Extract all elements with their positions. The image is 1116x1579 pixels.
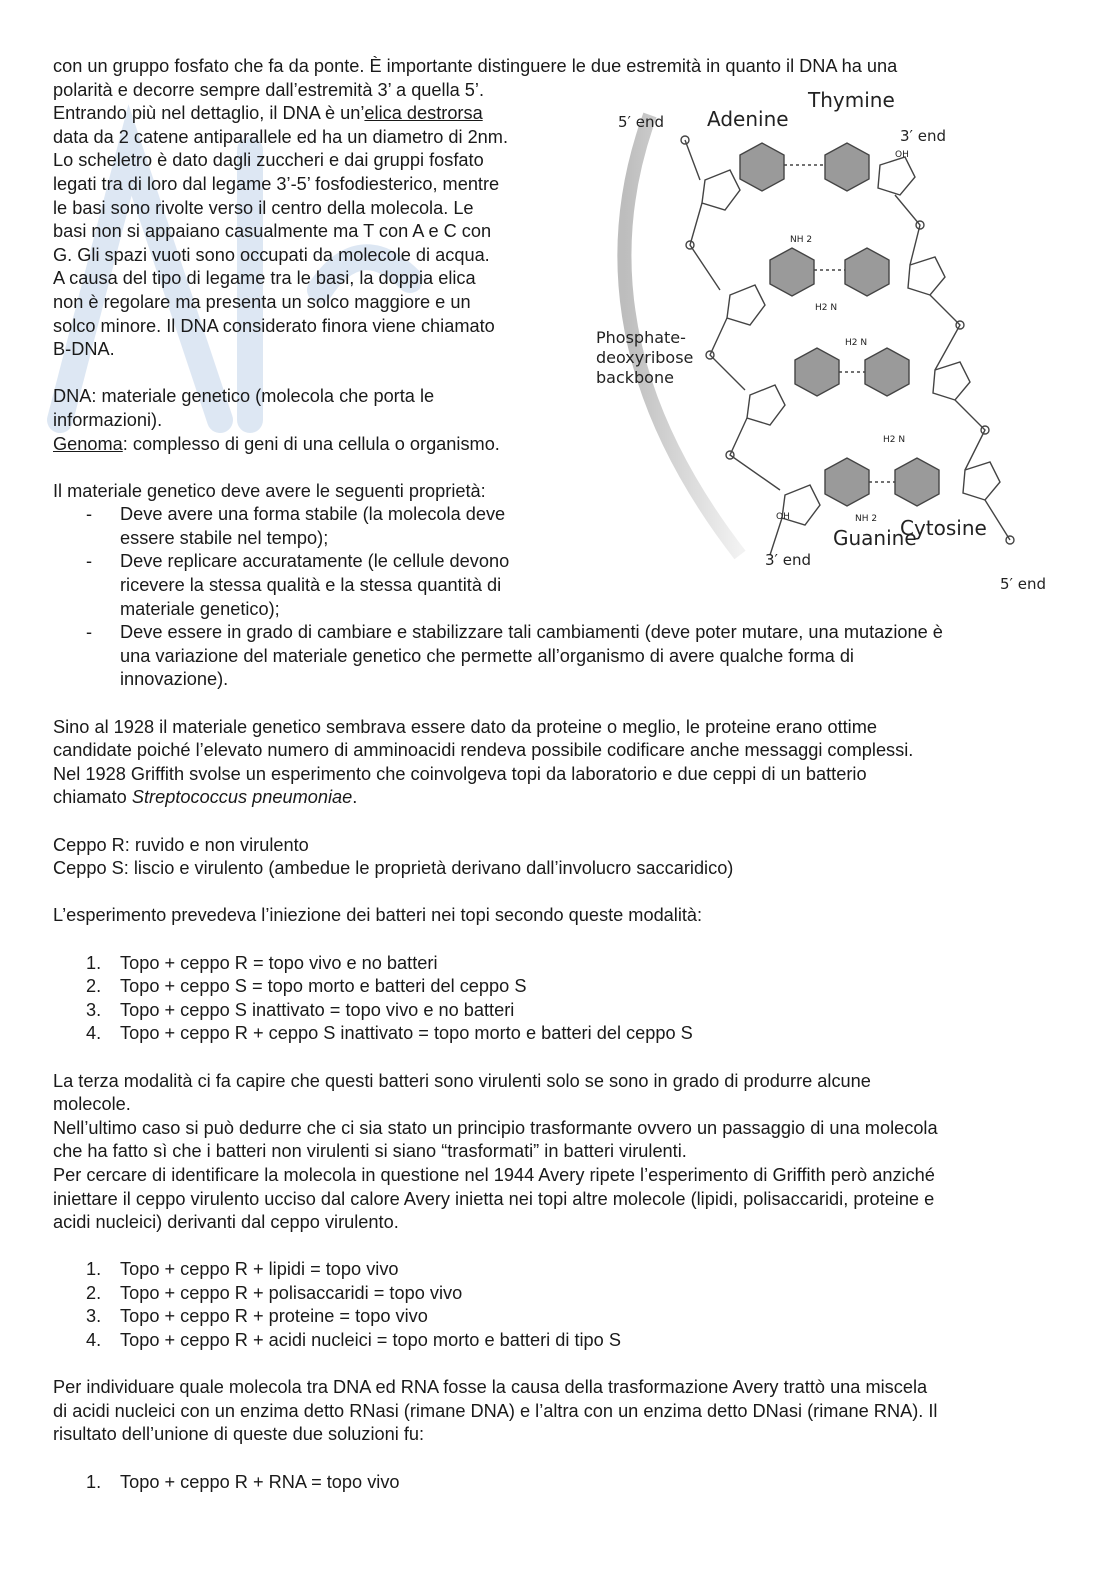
list-item: 1. Topo + ceppo R + RNA = topo vivo bbox=[86, 1471, 400, 1492]
analysis-line: iniettare il ceppo virulento ucciso dal calore Avery inietta nei topi altre molecole (lipidi, polisaccaridi, proteine e bbox=[53, 1188, 935, 1209]
label-5-end-top: 5′ end bbox=[618, 113, 664, 131]
detail-line: A causa del tipo di legame tra le basi, la doppia elica bbox=[53, 268, 476, 289]
label-nh2: NH 2 bbox=[855, 514, 878, 524]
properties-list bbox=[53, 503, 573, 621]
definition-genoma: Genoma: complesso di geni di una cellula o organismo. bbox=[53, 433, 500, 454]
label-h2n: H2 N bbox=[815, 303, 838, 313]
label-cytosine: Cytosine bbox=[900, 516, 987, 540]
list-item: 4. Topo + ceppo R + ceppo S inattivato = topo morto e batteri del ceppo S bbox=[86, 1023, 693, 1044]
sugar-ring bbox=[908, 257, 945, 295]
history-line: candidate poiché l’elevato numero di amminoacidi rendeva possibile codificare anche messaggi complessi. bbox=[53, 740, 914, 761]
label-backbone: Phosphate- bbox=[596, 328, 686, 347]
sugar-ring bbox=[747, 385, 785, 425]
history-line: chiamato Streptococcus pneumoniae. bbox=[53, 787, 358, 808]
dna-structure-diagram bbox=[590, 85, 1060, 605]
list-item: - Deve avere una forma stabile (la molecola deve essere stabile nel tempo); bbox=[53, 503, 573, 550]
label-oh-top: OH bbox=[895, 150, 909, 160]
label-h2n: H2 N bbox=[845, 338, 868, 348]
label-3-end-bottom: 3′ end bbox=[765, 551, 811, 569]
list-item: 1. Topo + ceppo R + lipidi = topo vivo bbox=[86, 1259, 399, 1280]
thymine-ring bbox=[825, 143, 869, 191]
sugar-ring bbox=[933, 362, 970, 400]
thymine-ring bbox=[795, 348, 839, 396]
sugar-ring bbox=[878, 157, 915, 195]
experiment-intro: L’esperimento prevedeva l’iniezione dei batteri nei topi secondo queste modalità: bbox=[53, 905, 703, 926]
detail-line: le basi sono rivolte verso il centro della molecola. Le bbox=[53, 197, 474, 218]
list-item: 4. Topo + ceppo R + acidi nucleici = topo morto e batteri di tipo S bbox=[86, 1330, 621, 1351]
cytosine-ring bbox=[895, 458, 939, 506]
guanine-ring bbox=[845, 248, 889, 296]
rna-intro-line: di acidi nucleici con un enzima detto RNasi (rimane DNA) e l’altra con un enzima detto DNasi (rimane RNA). Il bbox=[53, 1400, 938, 1421]
properties-list-wide bbox=[53, 621, 1063, 692]
detail-paragraph bbox=[53, 102, 573, 621]
label-nh2: NH 2 bbox=[790, 235, 813, 245]
list-item: 3. Topo + ceppo S inattivato = topo vivo e no batteri bbox=[86, 999, 515, 1020]
detail-line: data da 2 catene antiparallele ed ha un diametro di 2nm. bbox=[53, 126, 508, 147]
history-line: Sino al 1928 il materiale genetico sembrava essere dato da proteine o meglio, le proteine erano ottime bbox=[53, 716, 877, 737]
properties-intro: Il materiale genetico deve avere le seguenti proprietà: bbox=[53, 480, 486, 501]
detail-line: basi non si appaiano casualmente ma T con A e C con bbox=[53, 221, 492, 242]
sugar-ring bbox=[727, 285, 765, 325]
list-item: 2. Topo + ceppo S = topo morto e batteri del ceppo S bbox=[86, 976, 527, 997]
strain-r: Ceppo R: ruvido e non virulento bbox=[53, 834, 309, 855]
rna-intro-line: Per individuare quale molecola tra DNA ed RNA fosse la causa della trasformazione Avery trattò una miscela bbox=[53, 1377, 928, 1398]
history-line: Nel 1928 Griffith svolse un esperimento che coinvolgeva topi da laboratorio e due ceppi di un batterio bbox=[53, 763, 867, 784]
list-item: 1. Topo + ceppo R = topo vivo e no batteri bbox=[86, 952, 438, 973]
label-backbone: deoxyribose bbox=[596, 348, 694, 367]
adenine-ring bbox=[865, 348, 909, 396]
strain-s: Ceppo S: liscio e virulento (ambedue le proprietà derivano dall’involucro saccaridico) bbox=[53, 858, 734, 879]
label-thymine: Thymine bbox=[808, 88, 895, 112]
detail-line: G. Gli spazi vuoti sono occupati da molecole di acqua. bbox=[53, 244, 490, 265]
sugar-ring bbox=[702, 170, 740, 210]
analysis-line: Per cercare di identificare la molecola in questione nel 1944 Avery ripete l’esperimento di Griffith però anziché bbox=[53, 1164, 935, 1185]
analysis-line: acidi nucleici) derivanti dal ceppo virulento. bbox=[53, 1212, 399, 1233]
definition-dna-cont: informazioni). bbox=[53, 409, 163, 430]
guanine-ring bbox=[825, 458, 869, 506]
detail-line: Lo scheletro è dato dagli zuccheri e dai gruppi fosfato bbox=[53, 150, 484, 171]
avery-list bbox=[53, 1258, 1063, 1352]
label-oh-bottom: OH bbox=[776, 512, 790, 522]
list-item: - Deve replicare accuratamente (le cellule devono ricevere la stessa qualità e la stessa quantità di materiale genetico); bbox=[53, 550, 573, 621]
analysis-line: che ha fatto sì che i batteri non virulenti si siano “trasformati” in batteri virulenti. bbox=[53, 1141, 687, 1162]
detail-line: solco minore. Il DNA considerato finora viene chiamato bbox=[53, 315, 495, 336]
definition-dna: DNA: materiale genetico (molecola che porta le bbox=[53, 386, 435, 407]
detail-line: non è regolare ma presenta un solco maggiore e un bbox=[53, 291, 471, 312]
detail-line: legati tra di loro dal legame 3’-5’ fosfodiesterico, mentre bbox=[53, 173, 500, 194]
label-adenine: Adenine bbox=[707, 107, 789, 131]
label-h2n: H2 N bbox=[883, 435, 906, 445]
analysis-line: molecole. bbox=[53, 1094, 131, 1115]
griffith-list bbox=[53, 952, 1063, 1046]
intro-line-1: con un gruppo fosfato che fa da ponte. È importante distinguere le due estremità in quanto il DNA ha una bbox=[53, 56, 898, 76]
list-item: - Deve essere in grado di cambiare e stabilizzare tali cambiamenti (deve poter mutare, una mutazione è una variazione del materiale genetico che permette all’organismo di avere qualche forma di innovazione). bbox=[53, 621, 1063, 692]
rna-list bbox=[53, 1471, 1063, 1495]
list-item: 2. Topo + ceppo R + polisaccaridi = topo vivo bbox=[86, 1282, 463, 1303]
analysis-line: La terza modalità ci fa capire che questi batteri sono virulenti solo se sono in grado di produrre alcune bbox=[53, 1070, 871, 1091]
sugar-ring bbox=[963, 462, 1000, 500]
label-3-end-top: 3′ end bbox=[900, 127, 946, 145]
label-guanine: Guanine bbox=[833, 526, 917, 550]
cytosine-ring bbox=[770, 248, 814, 296]
label-5-end-bottom: 5′ end bbox=[1000, 575, 1046, 593]
elica-destrorsa-link[interactable]: elica destrorsa bbox=[364, 103, 483, 124]
species-name: Streptococcus pneumoniae bbox=[131, 787, 353, 808]
detail-line: B-DNA. bbox=[53, 339, 115, 360]
list-item: 3. Topo + ceppo R + proteine = topo vivo bbox=[86, 1306, 428, 1327]
label-backbone: backbone bbox=[596, 368, 674, 387]
adenine-ring bbox=[740, 143, 784, 191]
analysis-line: Nell’ultimo caso si può dedurre che ci sia stato un principio trasformante ovvero un passaggio di una molecola bbox=[53, 1117, 938, 1138]
detail-line-1: Entrando più nel dettaglio, il DNA è un’elica destrorsa bbox=[53, 103, 483, 124]
rna-intro-line: risultato dell’unione di queste due soluzioni fu: bbox=[53, 1424, 425, 1445]
intro-line-2: polarità e decorre sempre dall’estremità 3’ a quella 5’. bbox=[53, 79, 484, 100]
